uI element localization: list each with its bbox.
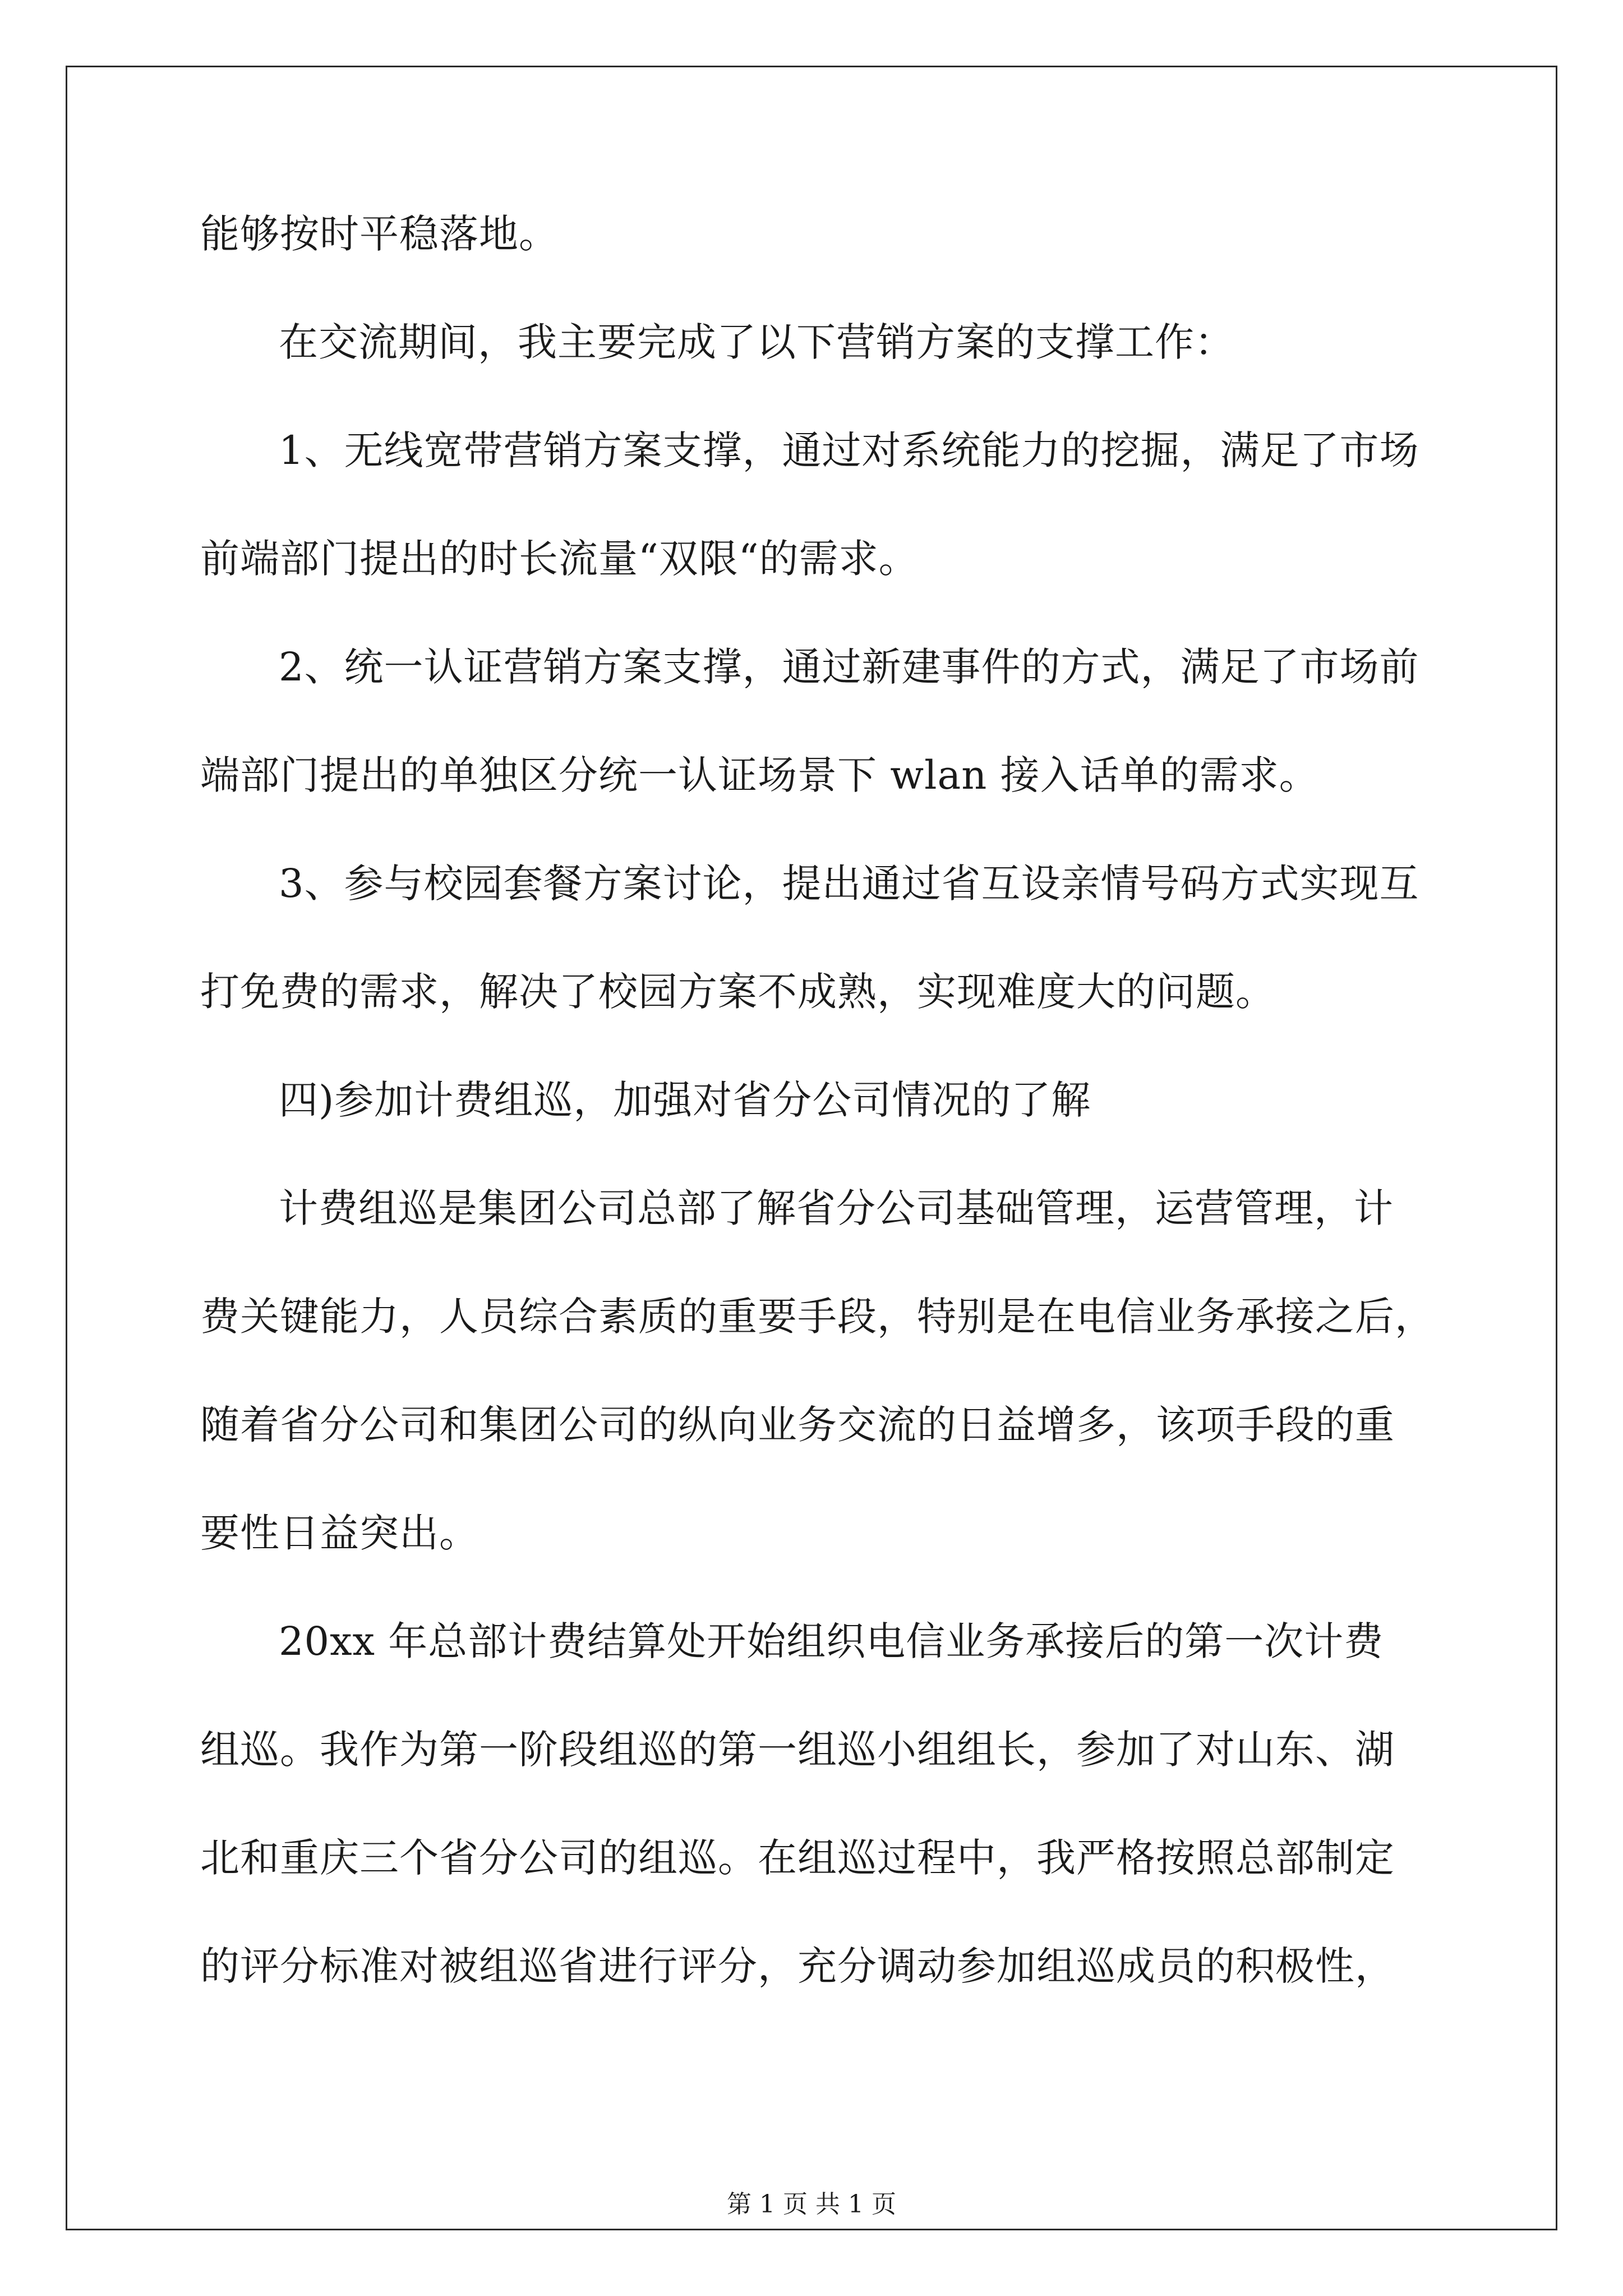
text-line: 在交流期间，我主要完成了以下营销方案的支撑工作：	[279, 319, 1234, 365]
text-line: 1、无线宽带营销方案支撑，通过对系统能力的挖掘，满足了市场	[279, 427, 1419, 473]
page-border	[66, 66, 1557, 2230]
text-line: 打免费的需求，解决了校园方案不成熟，实现难度大的问题。	[200, 969, 1275, 1015]
text-line: 20xx 年总部计费结算处开始组织电信业务承接后的第一次计费	[279, 1618, 1384, 1664]
page-footer: 第 1 页 共 1 页	[727, 2190, 896, 2219]
text-line: 3、参与校园套餐方案讨论，提出通过省互设亲情号码方式实现互	[279, 861, 1419, 907]
text-line: 随着省分公司和集团公司的纵向业务交流的日益增多，该项手段的重	[200, 1402, 1395, 1448]
text-line: 2、统一认证营销方案支撑，通过新建事件的方式，满足了市场前	[279, 644, 1419, 690]
text-line: 组巡。我作为第一阶段组巡的第一组巡小组组长，参加了对山东、湖	[200, 1727, 1395, 1773]
text-line: 端部门提出的单独区分统一认证场景下 wlan 接入话单的需求。	[200, 752, 1319, 798]
text-line: 计费组巡是集团公司总部了解省分公司基础管理，运营管理，计	[279, 1185, 1394, 1231]
text-line: 费关键能力，人员综合素质的重要手段，特别是在电信业务承接之后，	[200, 1294, 1435, 1340]
text-line: 能够按时平稳落地。	[200, 211, 559, 257]
text-line: 的评分标准对被组巡省进行评分，充分调动参加组巡成员的积极性，	[200, 1943, 1395, 1989]
section-heading: 四)参加计费组巡，加强对省分公司情况的了解	[279, 1077, 1091, 1123]
text-line: 北和重庆三个省分公司的组巡。在组巡过程中，我严格按照总部制定	[200, 1835, 1395, 1881]
text-line: 前端部门提出的时长流量“双限“的需求。	[200, 536, 919, 582]
text-line: 要性日益突出。	[200, 1510, 479, 1556]
